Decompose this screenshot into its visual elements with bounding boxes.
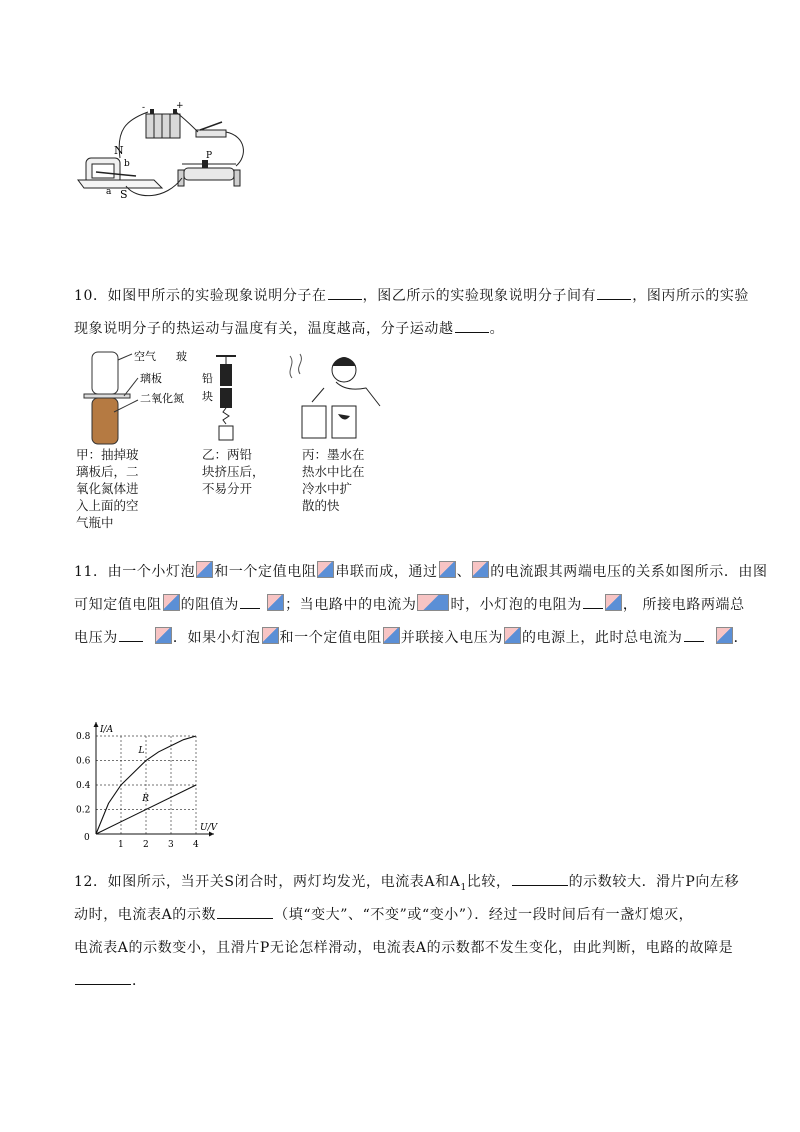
lead-label-1: 铅 — [202, 372, 213, 385]
origin-label: 0 — [84, 833, 90, 843]
formula-image-icon — [267, 594, 284, 611]
s-pole-label: S — [120, 188, 128, 201]
formula-image-icon — [383, 627, 400, 644]
q11-text: 11．由一个小灯泡 — [74, 564, 196, 580]
answer-blank[interactable] — [583, 594, 603, 609]
y-axis-arrow-icon — [94, 722, 99, 727]
answer-blank[interactable] — [328, 285, 362, 300]
q11-text: 和一个定值电阻 — [279, 630, 382, 646]
answer-blank[interactable] — [75, 970, 131, 985]
minus-label: - — [142, 103, 146, 113]
gas-bottles-icon — [84, 352, 138, 444]
a-label: a — [106, 187, 112, 197]
switch-icon — [196, 122, 226, 137]
q12-text: 比较， — [466, 874, 511, 890]
formula-image-icon — [155, 627, 172, 644]
caption-bing: 丙：墨水在 热水中比在 冷水中扩 散的快 — [302, 447, 365, 513]
subscript-1: 1 — [460, 882, 467, 893]
no2-label: 二氧化氮 — [140, 392, 184, 405]
question-10 — [74, 280, 750, 346]
lead-blocks-icon — [216, 356, 236, 440]
answer-blank[interactable] — [597, 285, 631, 300]
answer-blank[interactable] — [455, 318, 489, 333]
plus-label: + — [176, 101, 184, 111]
air-label: 空气 — [134, 350, 156, 363]
y-tick-label: 0.2 — [76, 805, 91, 816]
q10-text: 10．如图甲所示的实验现象说明分子在 — [74, 288, 327, 304]
q11-text: 并联接入电压为 — [400, 630, 503, 646]
y-tick-label: 0.6 — [76, 756, 91, 767]
question-11 — [74, 556, 768, 655]
formula-image-icon — [417, 594, 449, 611]
caption-yi: 乙：两铅 块挤压后， 不易分开 — [202, 447, 265, 496]
q11-text: 的电源上，此时总电流为 — [521, 630, 683, 646]
diffusion-figure — [74, 348, 494, 448]
formula-image-icon — [317, 561, 334, 578]
q10-text: ，图乙所示的实验现象说明分子间有 — [362, 288, 597, 304]
y-tick-label: 0.4 — [76, 781, 91, 791]
q11-text: ． — [733, 630, 749, 646]
y-axis-label: I/A — [100, 725, 114, 735]
b-label: b — [124, 159, 130, 169]
formula-image-icon — [504, 627, 521, 644]
formula-image-icon — [716, 627, 733, 644]
q11-text: 可知定值电阻 — [74, 597, 162, 613]
series-label-L: L — [138, 746, 145, 757]
current-voltage-chart — [74, 716, 224, 854]
q12-text: ． — [132, 973, 147, 989]
formula-image-icon — [163, 594, 180, 611]
x-tick-label: 2 — [143, 840, 149, 850]
q11-text: 的阻值为 — [180, 597, 240, 613]
q12-text: （填“变大”、“不变”或“变小”）．经过一段时间后有一盏灯熄灭， — [274, 907, 694, 923]
magnet-icon — [78, 158, 162, 188]
q11-text: ；当电路中的电流为 — [285, 597, 417, 613]
q12-text: 电流表A的示数变小，且滑片P无论怎样滑动，电流表A的示数都不发生变化，由此判断，电路的故障是 — [74, 940, 734, 956]
formula-image-icon — [196, 561, 213, 578]
q12-text: 12．如图所示，当开关S闭合时，两灯均发光，电流表A和A — [74, 874, 461, 890]
q11-text: ， 所接电路两端总 — [622, 597, 745, 613]
q12-text: 动时，电流表A的示数 — [74, 907, 217, 923]
rheostat-icon — [178, 160, 240, 186]
circuit-figure — [76, 100, 276, 205]
q11-text: ．如果小灯泡 — [172, 630, 261, 646]
q11-text: 的电流跟其两端电压的关系如图所示．由图 — [490, 564, 768, 580]
q10-text: 。 — [489, 321, 505, 337]
q10-text: ，图丙所示的实验 — [632, 288, 750, 304]
lead-label-2: 块 — [202, 390, 213, 403]
q12-text: 的示数较大．滑片P向左移 — [568, 874, 740, 890]
x-axis-label: U/V — [200, 823, 218, 833]
series-label-R: R — [142, 793, 150, 804]
question-12 — [74, 866, 740, 998]
p-label: P — [206, 151, 213, 161]
x-tick-label: 4 — [193, 840, 199, 850]
q10-text: 现象说明分子的热运动与温度有关，温度越高，分子运动越 — [74, 321, 454, 337]
battery-icon — [146, 109, 180, 138]
answer-blank[interactable] — [217, 904, 273, 919]
q11-text: 时，小灯泡的电阻为 — [450, 597, 582, 613]
x-tick-label: 1 — [118, 840, 124, 850]
y-tick-label: 0.8 — [76, 732, 91, 742]
formula-image-icon — [472, 561, 489, 578]
caption-jia: 甲：抽掉玻 璃板后，二 氧化氮体进 入上面的空 气瓶中 — [76, 447, 139, 530]
q11-text: 、 — [456, 564, 472, 580]
formula-image-icon — [605, 594, 622, 611]
answer-blank[interactable] — [240, 594, 260, 609]
q11-text: 电压为 — [74, 630, 118, 646]
formula-image-icon — [262, 627, 279, 644]
glass-label: 玻 — [176, 350, 187, 363]
plate-label: 璃板 — [140, 372, 162, 385]
n-pole-label: N — [114, 144, 124, 157]
ink-diffusion-icon — [290, 354, 380, 438]
answer-blank[interactable] — [512, 871, 568, 886]
answer-blank[interactable] — [119, 627, 143, 642]
answer-blank[interactable] — [684, 627, 704, 642]
q11-text: 串联而成，通过 — [335, 564, 438, 580]
x-tick-label: 3 — [168, 840, 174, 850]
formula-image-icon — [439, 561, 456, 578]
q11-text: 和一个定值电阻 — [214, 564, 317, 580]
